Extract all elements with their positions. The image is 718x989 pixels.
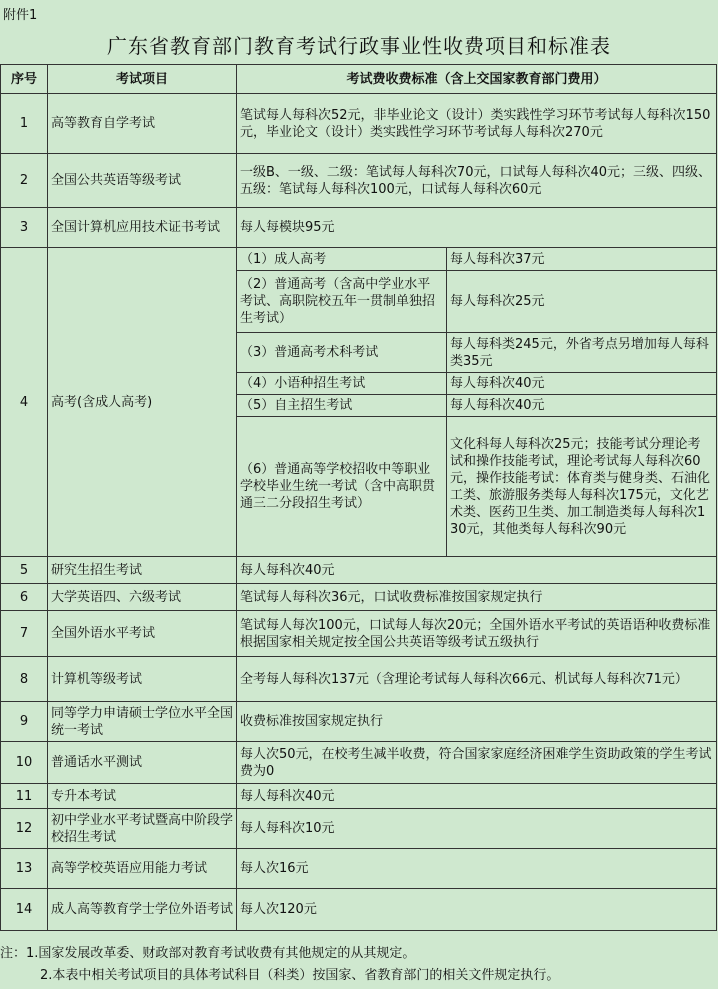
notes	[0, 943, 718, 987]
table-row	[1, 809, 717, 849]
note-1: 注：1.国家发展改革委、财政部对教育考试收费有其他规定的从其规定。	[0, 946, 416, 961]
table-row	[1, 784, 717, 809]
row-item: 高等学校英语应用能力考试	[48, 849, 237, 889]
table-row	[1, 889, 717, 931]
row-no: 9	[1, 702, 48, 742]
header-fee: 考试费收费标准（含上交国家教育部门费用）	[237, 65, 717, 94]
row-item: 普通话水平测试	[48, 742, 237, 784]
page-title: 广东省教育部门教育考试行政事业性收费项目和标准表	[107, 34, 611, 58]
row-item: 计算机等级考试	[48, 657, 237, 702]
row-no: 4	[1, 248, 48, 557]
table-row	[1, 557, 717, 584]
row-no: 7	[1, 611, 48, 657]
sub-item-fee: 文化科每人每科次25元；技能考试分理论考试和操作技能考试，理论考试每人每科次60元，操作技能考试：体育类与健身类、石油化工类、旅游服务类每人每科次175元，文化艺术类、医药卫生类、加工制造类每人每科次130元，其他类每人每科次90元	[447, 417, 717, 557]
row-no: 8	[1, 657, 48, 702]
row-fee: 每人次50元，在校考生减半收费，符合国家家庭经济困难学生资助政策的学生考试费为0	[237, 742, 717, 784]
row-no: 1	[1, 94, 48, 154]
table-row	[1, 584, 717, 611]
row-fee: 每人每模块95元	[237, 208, 717, 248]
row-no: 14	[1, 889, 48, 931]
sub-item-name: （4）小语种招生考试	[237, 373, 447, 395]
row-item: 高考(含成人高考)	[48, 248, 237, 557]
row-fee: 每人每科次40元	[237, 557, 717, 584]
table-row	[1, 208, 717, 248]
table-row	[1, 611, 717, 657]
table-row	[1, 657, 717, 702]
row-fee: 每人次16元	[237, 849, 717, 889]
sub-item-fee: 每人每科次37元	[447, 248, 717, 271]
table-row	[1, 154, 717, 208]
sub-item-name: （5）自主招生考试	[237, 395, 447, 417]
sub-item-fee: 每人每科次25元	[447, 271, 717, 333]
row-item: 高等教育自学考试	[48, 94, 237, 154]
row-fee: 每人每科次10元	[237, 809, 717, 849]
row-fee: 一级B、一级、二级：笔试每人每科次70元，口试每人每科次40元；三级、四级、五级：笔试每人每科次100元，口试每人每科次60元	[237, 154, 717, 208]
sub-item-name: （1）成人高考	[237, 248, 447, 271]
row-no: 10	[1, 742, 48, 784]
table-row	[1, 702, 717, 742]
row-item: 全国公共英语等级考试	[48, 154, 237, 208]
row-no: 5	[1, 557, 48, 584]
header-item: 考试项目	[48, 65, 237, 94]
row-fee: 收费标准按国家规定执行	[237, 702, 717, 742]
row-item: 专升本考试	[48, 784, 237, 809]
table-row	[1, 849, 717, 889]
row-fee: 笔试每人每科次52元，非毕业论文（设计）类实践性学习环节考试每人每科次150元，毕业论文（设计）类实践性学习环节考试每人每科次270元	[237, 94, 717, 154]
row-fee: 每人次120元	[237, 889, 717, 931]
row-no: 6	[1, 584, 48, 611]
row-item: 初中学业水平考试暨高中阶段学校招生考试	[48, 809, 237, 849]
table-row	[1, 742, 717, 784]
header-no: 序号	[1, 65, 48, 94]
row-item: 全国计算机应用技术证书考试	[48, 208, 237, 248]
table-row	[1, 94, 717, 154]
row-fee: 笔试每人每次100元，口试每人每次20元；全国外语水平考试的英语语种收费标准根据国家相关规定按全国公共英语等级考试五级执行	[237, 611, 717, 657]
row-item: 成人高等教育学士学位外语考试	[48, 889, 237, 931]
row-no: 12	[1, 809, 48, 849]
sub-item-name: （3）普通高考术科考试	[237, 333, 447, 373]
row-no: 3	[1, 208, 48, 248]
sub-item-name: （2）普通高考（含高中学业水平考试、高职院校五年一贯制单独招生考试）	[237, 271, 447, 333]
row-no: 11	[1, 784, 48, 809]
row-no: 13	[1, 849, 48, 889]
row-no: 2	[1, 154, 48, 208]
row-item: 同等学力申请硕士学位水平全国统一考试	[48, 702, 237, 742]
sub-item-fee: 每人每科次40元	[447, 373, 717, 395]
row-fee: 全考每人每科次137元（含理论考试每人每科次66元、机试每人每科次71元）	[237, 657, 717, 702]
table-header-row	[1, 65, 717, 94]
row-fee: 每人每科次40元	[237, 784, 717, 809]
sub-item-fee: 每人每科类245元，外省考点另增加每人每科类35元	[447, 333, 717, 373]
row-item: 全国外语水平考试	[48, 611, 237, 657]
sub-item-name: （6）普通高等学校招收中等职业学校毕业生统一考试（含中高职贯通三二分段招生考试）	[237, 417, 447, 557]
table-row	[1, 248, 717, 271]
row-item: 研究生招生考试	[48, 557, 237, 584]
note-2: 2.本表中相关考试项目的具体考试科目（科类）按国家、省教育部门的相关文件规定执行。	[40, 968, 560, 983]
attachment-label: 附件1	[3, 8, 38, 23]
sub-item-fee: 每人每科次40元	[447, 395, 717, 417]
row-item: 大学英语四、六级考试	[48, 584, 237, 611]
row-fee: 笔试每人每科次36元，口试收费标准按国家规定执行	[237, 584, 717, 611]
fee-table	[0, 64, 717, 931]
